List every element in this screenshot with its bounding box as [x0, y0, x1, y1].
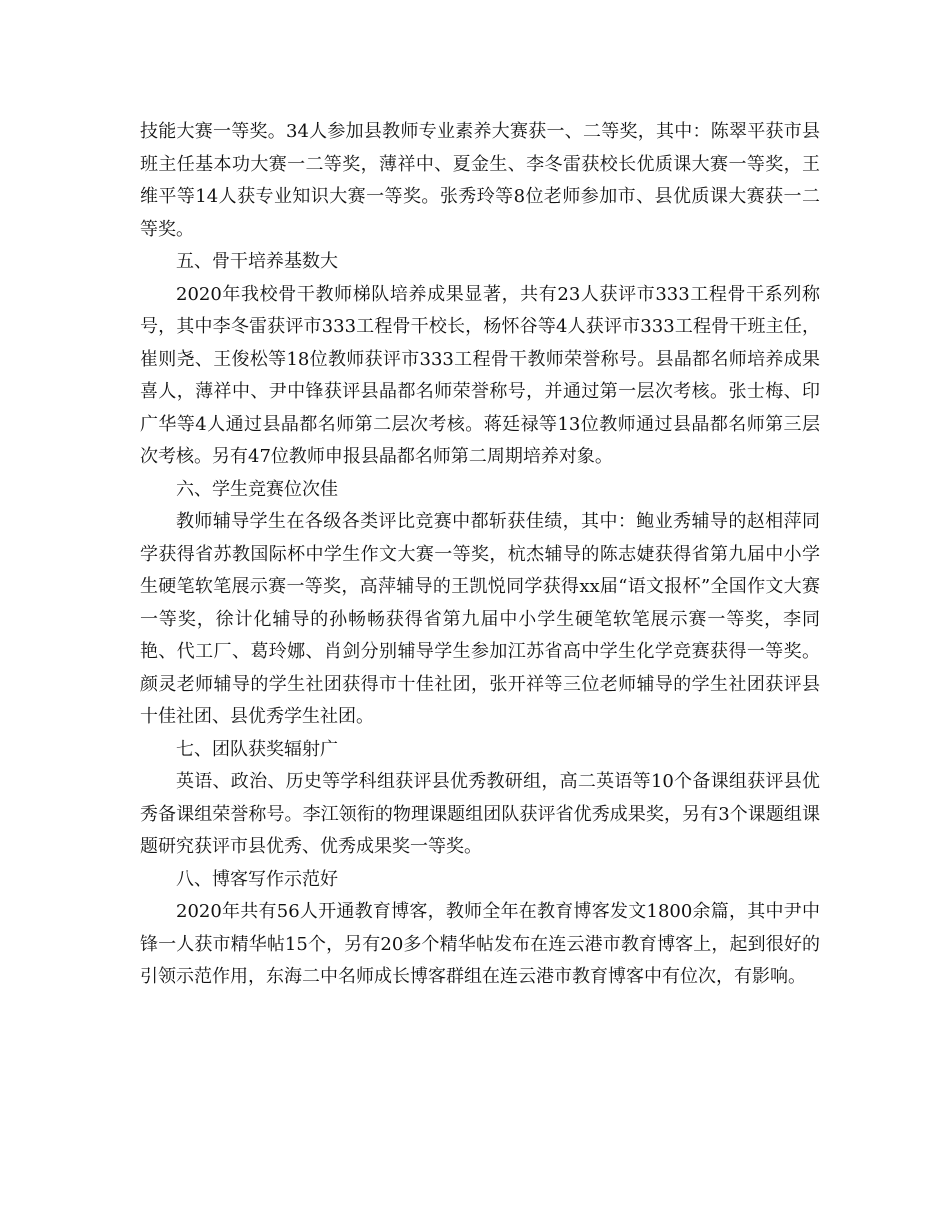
paragraph-blog-writing: 2020年共有56人开通教育博客，教师全年在教育博客发文1800余篇，其中尹中锋一人获市精华帖15个，另有20多个精华帖发布在连云港市教育博客上，起到很好的引领示范作用，东海二中名师成长博客群组在连云港市教育博客中有位次，有影响。 [140, 901, 820, 987]
section-heading-backbone-training: 五、骨干培养基数大 [176, 251, 338, 272]
paragraph-backbone-training: 2020年我校骨干教师梯队培养成果显著，共有23人获评市333工程骨干系列称号，其中李冬雷获评市333工程骨干校长，杨怀谷等4人获评市333工程骨干班主任，崔则尧、王俊松等18位教师获评市333工程骨干教师荣誉称号。县晶都名师培养成果喜人，薄祥中、尹中锋获评县晶都名师荣誉称号，并通过第一层次考核。张士梅、印广华等4人通过县晶都名师第二层次考核。蒋廷禄等13位教师通过县晶都名师第三层次考核。另有47位教师申报县晶都名师第二周期培养对象。 [140, 283, 820, 467]
paragraph-awards-continued: 技能大赛一等奖。34人参加县教师专业素养大赛获一、二等奖，其中：陈翠平获市县班主任基本功大赛一二等奖，薄祥中、夏金生、李冬雷获校长优质课大赛一等奖，王维平等14人获专业知识大赛一等奖。张秀玲等8位老师参加市、县优质课大赛获一二等奖。 [140, 121, 820, 240]
section-heading-student-competitions: 六、学生竞赛位次佳 [176, 478, 338, 500]
section-heading-blog-writing: 八、博客写作示范好 [176, 868, 338, 890]
paragraph-team-awards: 英语、政治、历史等学科组获评县优秀教研组，高二英语等10个备课组获评县优秀备课组荣誉称号。李江领衔的物理课题组团队获评省优秀成果奖，另有3个课题组课题研究获评市县优秀、优秀成果奖一等奖。 [140, 771, 820, 857]
section-heading-team-awards: 七、团队获奖辐射广 [176, 738, 338, 760]
paragraph-student-competitions: 教师辅导学生在各级各类评比竞赛中都斩获佳绩，其中：鲍业秀辅导的赵相萍同学获得省苏教国际杯中学生作文大赛一等奖，杭杰辅导的陈志婕获得省第九届中小学生硬笔软笔展示赛一等奖，高萍辅导的王凯悦同学获得xx届“语文报杯”全国作文大赛一等奖，徐计化辅导的孙畅畅获得省第九届中小学生硬笔软笔展示赛一等奖，李同艳、代工厂、葛玲娜、肖剑分别辅导学生参加江苏省高中学生化学竞赛获得一等奖。颜灵老师辅导的学生社团获得市十佳社团，张开祥等三位老师辅导的学生社团获评县十佳社团、县优秀学生社团。 [140, 511, 820, 727]
